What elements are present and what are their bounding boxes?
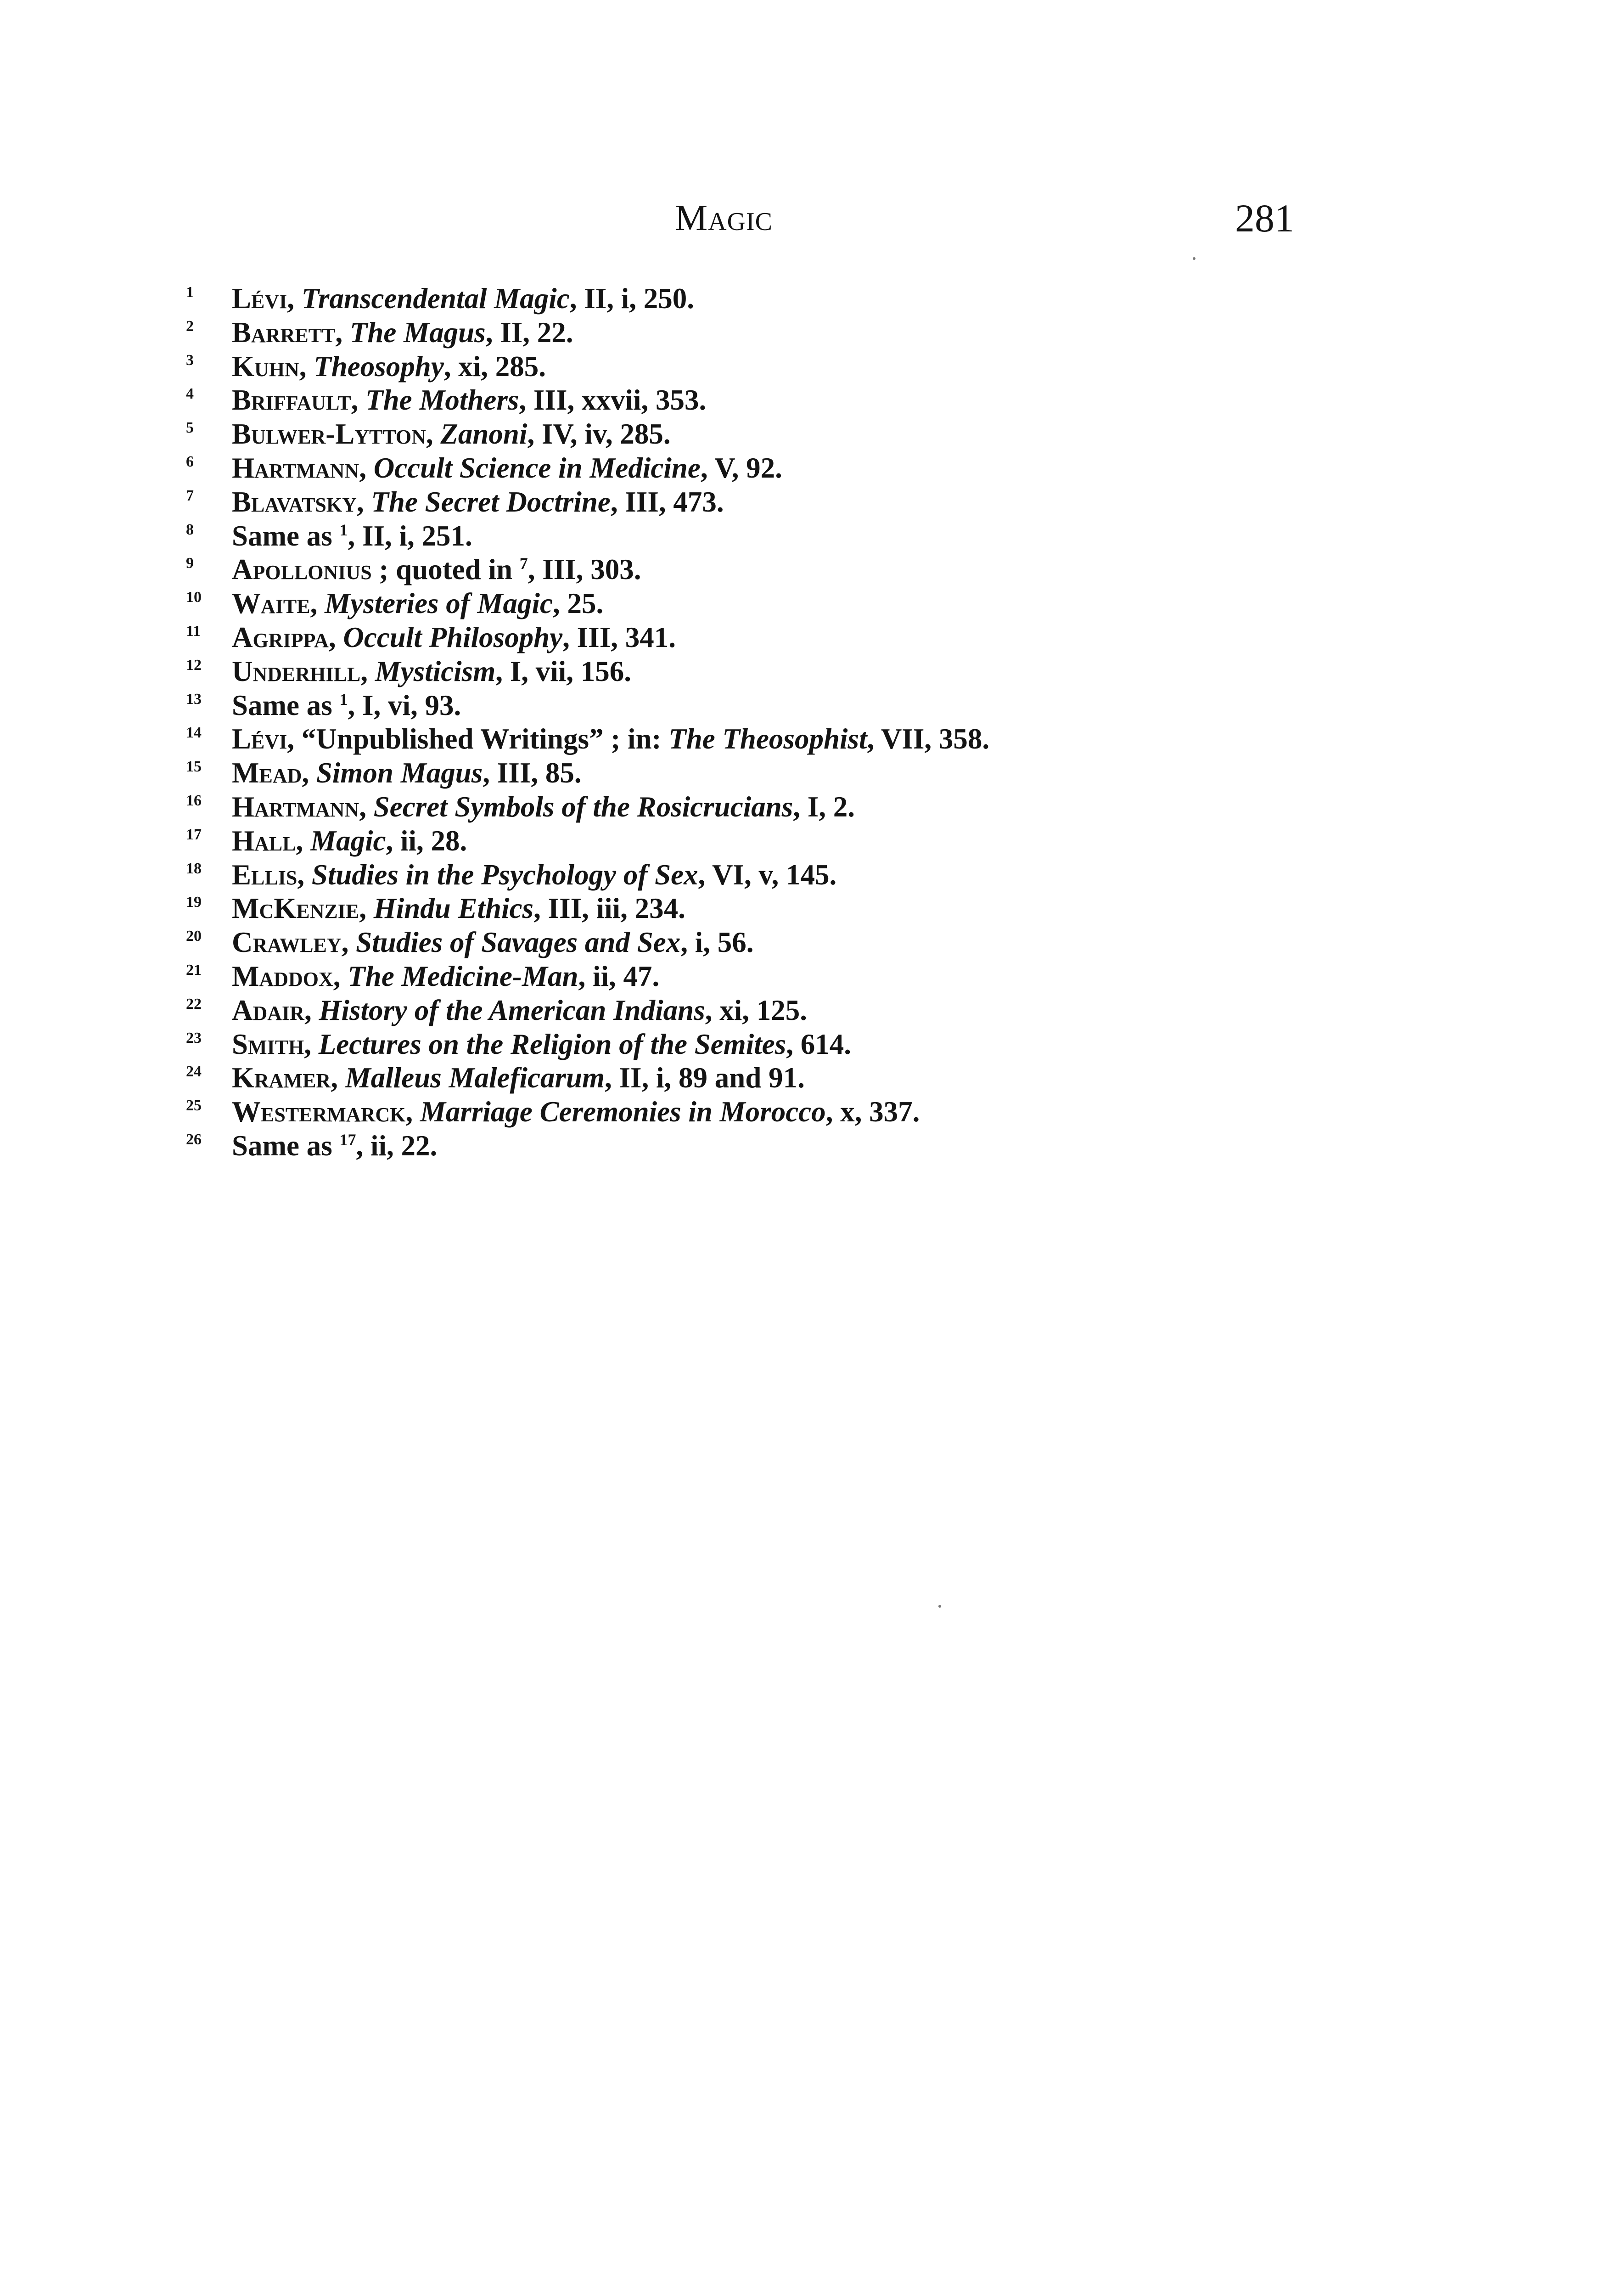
endnote-number: 25 — [186, 1097, 202, 1114]
citation-text: , — [328, 621, 343, 653]
citation-text: , “Unpublished Writings” ; in: — [287, 723, 669, 755]
endnote-number: 14 — [186, 724, 202, 742]
endnote-citation — [232, 350, 546, 384]
endnote-number: 23 — [186, 1029, 202, 1047]
endnote-number: 6 — [186, 453, 194, 470]
citation-text: , II, 22. — [485, 316, 573, 349]
endnote-citation — [232, 824, 467, 858]
citation-text: , — [359, 451, 374, 484]
endnote-number: 26 — [186, 1131, 202, 1148]
endnote — [186, 892, 1425, 926]
endnote-citation — [232, 621, 676, 655]
note-reference: 1 — [339, 520, 348, 539]
endnote — [186, 282, 1425, 316]
work-title: Zanoni — [440, 418, 528, 450]
citation-text: , — [335, 316, 350, 349]
citation-text: , — [360, 655, 375, 687]
endnote-number: 11 — [186, 622, 201, 640]
endnote — [186, 1129, 1425, 1163]
endnote-number: 18 — [186, 860, 202, 877]
work-title: Marriage Ceremonies in Morocco — [420, 1096, 826, 1128]
endnote-citation — [232, 553, 641, 587]
work-title: The Medicine-Man — [348, 960, 578, 992]
endnote-number: 15 — [186, 758, 202, 776]
author-name: Crawley — [232, 926, 342, 959]
work-title: Theosophy — [314, 350, 444, 383]
citation-text: , ii, 22. — [356, 1129, 438, 1162]
endnote-citation — [232, 926, 753, 960]
author-name: McKenzie — [232, 892, 359, 925]
endnote — [186, 587, 1425, 621]
citation-text: , — [341, 926, 356, 959]
endnote — [186, 519, 1425, 553]
citation-text: , x, 337. — [825, 1096, 920, 1128]
endnote — [186, 1095, 1425, 1129]
note-reference: 1 — [339, 690, 348, 709]
endnote — [186, 960, 1425, 994]
work-title: Malleus Maleficarum — [345, 1062, 605, 1094]
author-name: Waite — [232, 587, 310, 620]
endnote — [186, 451, 1425, 485]
citation-text: , II, i, 251. — [348, 519, 472, 552]
author-name: Kuhn — [232, 350, 299, 383]
citation-text: , 25. — [553, 587, 604, 620]
citation-text: , xi, 285. — [443, 350, 546, 383]
endnote — [186, 316, 1425, 350]
endnote-citation — [232, 282, 694, 316]
author-name: Briffault — [232, 384, 351, 416]
work-title: Transcendental Magic — [301, 282, 570, 315]
endnote — [186, 350, 1425, 384]
citation-text: , III, 85. — [483, 757, 582, 789]
endnote-number: 5 — [186, 419, 194, 437]
author-name: Hartmann — [232, 451, 359, 484]
citation-text: , — [296, 824, 310, 857]
citation-text: , I, vii, 156. — [495, 655, 631, 687]
author-name: Agrippa — [232, 621, 329, 653]
print-speck — [938, 1605, 941, 1608]
citation-text: ; quoted in — [371, 553, 520, 586]
endnote — [186, 1061, 1425, 1095]
author-name: Blavatsky — [232, 485, 357, 518]
citation-text: , — [302, 757, 316, 789]
endnote-citation — [232, 1061, 805, 1095]
endnote-number: 13 — [186, 690, 202, 708]
endnote-number: 22 — [186, 995, 202, 1013]
endnote-number: 7 — [186, 487, 194, 504]
endnote-number: 2 — [186, 317, 194, 335]
endnote-citation — [232, 417, 671, 451]
citation-text: , — [310, 587, 325, 620]
endnote-citation — [232, 722, 989, 756]
citation-text: , — [304, 1028, 319, 1060]
citation-text: , I, vi, 93. — [348, 689, 461, 721]
work-title: Occult Philosophy — [343, 621, 563, 653]
work-title: The Secret Doctrine — [371, 485, 611, 518]
endnote-citation — [232, 858, 836, 892]
author-name: Bulwer-Lytton — [232, 418, 426, 450]
work-title: The Theosophist — [668, 723, 867, 755]
author-name: Ellis — [232, 858, 297, 891]
author-name: Underhill — [232, 655, 361, 687]
endnote — [186, 756, 1425, 790]
endnote-number: 9 — [186, 555, 194, 572]
endnote-citation — [232, 756, 582, 790]
endnote-citation — [232, 1028, 851, 1062]
citation-text: , VII, 358. — [867, 723, 990, 755]
endnote-citation — [232, 994, 807, 1028]
citation-text: , IV, iv, 285. — [527, 418, 671, 450]
work-title: Studies of Savages and Sex — [356, 926, 681, 959]
endnote — [186, 485, 1425, 519]
citation-text: , — [359, 892, 374, 925]
work-title: Secret Symbols of the Rosicrucians — [373, 790, 793, 823]
endnote-citation — [232, 316, 573, 350]
citation-text: , II, i, 250. — [569, 282, 694, 315]
endnote — [186, 621, 1425, 655]
endnote — [186, 417, 1425, 451]
endnote-number: 3 — [186, 351, 194, 369]
work-title: The Magus — [349, 316, 486, 349]
work-title: Simon Magus — [316, 757, 483, 789]
work-title: History of the American Indians — [319, 994, 705, 1026]
work-title: Lectures on the Religion of the Semites — [318, 1028, 786, 1060]
citation-text: Same as — [232, 689, 340, 721]
endnote-number: 16 — [186, 792, 202, 809]
endnote — [186, 858, 1425, 892]
citation-text: Same as — [232, 519, 340, 552]
endnote-citation — [232, 451, 782, 485]
endnote-number: 1 — [186, 284, 194, 301]
endnote-number: 20 — [186, 928, 202, 945]
author-name: Hartmann — [232, 790, 359, 823]
endnote-number: 10 — [186, 589, 202, 606]
citation-text: , — [356, 485, 371, 518]
endnote-citation — [232, 383, 706, 417]
note-reference: 17 — [339, 1130, 356, 1149]
citation-text: , II, i, 89 and 91. — [605, 1062, 805, 1094]
work-title: Mysticism — [375, 655, 496, 687]
endnote — [186, 722, 1425, 756]
endnote-number: 17 — [186, 826, 202, 843]
endnote — [186, 1028, 1425, 1062]
endnote-citation — [232, 892, 685, 926]
citation-text: , — [331, 1062, 345, 1094]
endnote-citation — [232, 1095, 920, 1129]
citation-text: , ii, 47. — [578, 960, 660, 992]
citation-text: , — [299, 350, 314, 383]
endnote-citation — [232, 519, 472, 553]
endnote-number: 21 — [186, 961, 202, 979]
citation-text: , — [304, 994, 319, 1026]
citation-text: , III, 303. — [528, 553, 641, 586]
citation-text: , — [426, 418, 441, 450]
author-name: Adair — [232, 994, 304, 1026]
citation-text: , V, 92. — [700, 451, 782, 484]
citation-text: Same as — [232, 1129, 340, 1162]
work-title: Mysteries of Magic — [325, 587, 553, 620]
endnote — [186, 689, 1425, 723]
endnote-citation — [232, 485, 724, 519]
author-name: Kramer — [232, 1062, 331, 1094]
author-name: Maddox — [232, 960, 333, 992]
endnote-citation — [232, 960, 659, 994]
print-speck — [1193, 257, 1195, 260]
work-title: Studies in the Psychology of Sex — [311, 858, 698, 891]
citation-text: , — [405, 1096, 420, 1128]
endnote-citation — [232, 587, 603, 621]
endnote-number: 4 — [186, 385, 194, 403]
work-title: The Mothers — [365, 384, 519, 416]
author-name: Apollonius — [232, 553, 372, 586]
author-name: Barrett — [232, 316, 336, 349]
citation-text: , i, 56. — [680, 926, 754, 959]
endnote — [186, 824, 1425, 858]
citation-text: , xi, 125. — [705, 994, 807, 1026]
endnote — [186, 553, 1425, 587]
endnotes-list — [186, 282, 1425, 1163]
author-name: Mead — [232, 757, 302, 789]
work-title: Occult Science in Medicine — [373, 451, 701, 484]
endnote-number: 24 — [186, 1063, 202, 1080]
endnote-citation — [232, 655, 631, 689]
running-head — [0, 195, 1605, 246]
citation-text: , III, 473. — [610, 485, 724, 518]
citation-text: , III, iii, 234. — [533, 892, 685, 925]
endnote — [186, 790, 1425, 824]
endnote — [186, 383, 1425, 417]
citation-text: , ii, 28. — [386, 824, 467, 857]
citation-text: , VI, v, 145. — [698, 858, 837, 891]
note-reference: 7 — [519, 554, 528, 573]
endnote-number: 12 — [186, 656, 202, 674]
work-title: Hindu Ethics — [373, 892, 534, 925]
endnote — [186, 655, 1425, 689]
citation-text: , — [287, 282, 302, 315]
endnote-number: 19 — [186, 894, 202, 911]
page-number: 281 — [1235, 196, 1294, 240]
endnote — [186, 994, 1425, 1028]
author-name: Smith — [232, 1028, 304, 1060]
citation-text: , — [359, 790, 374, 823]
endnote-citation — [232, 790, 855, 824]
author-name: Lévi — [232, 282, 287, 315]
author-name: Hall — [232, 824, 296, 857]
work-title: Magic — [310, 824, 386, 857]
running-title: Magic — [675, 198, 773, 238]
endnote-citation — [232, 1129, 437, 1163]
citation-text: , — [297, 858, 312, 891]
citation-text: , I, 2. — [793, 790, 855, 823]
citation-text: , — [351, 384, 366, 416]
author-name: Westermarck — [232, 1096, 406, 1128]
citation-text: , III, 341. — [562, 621, 676, 653]
citation-text: , 614. — [786, 1028, 852, 1060]
endnote-citation — [232, 689, 461, 723]
citation-text: , III, xxvii, 353. — [519, 384, 707, 416]
endnote — [186, 926, 1425, 960]
author-name: Lévi — [232, 723, 287, 755]
citation-text: , — [333, 960, 348, 992]
endnote-number: 8 — [186, 521, 194, 538]
